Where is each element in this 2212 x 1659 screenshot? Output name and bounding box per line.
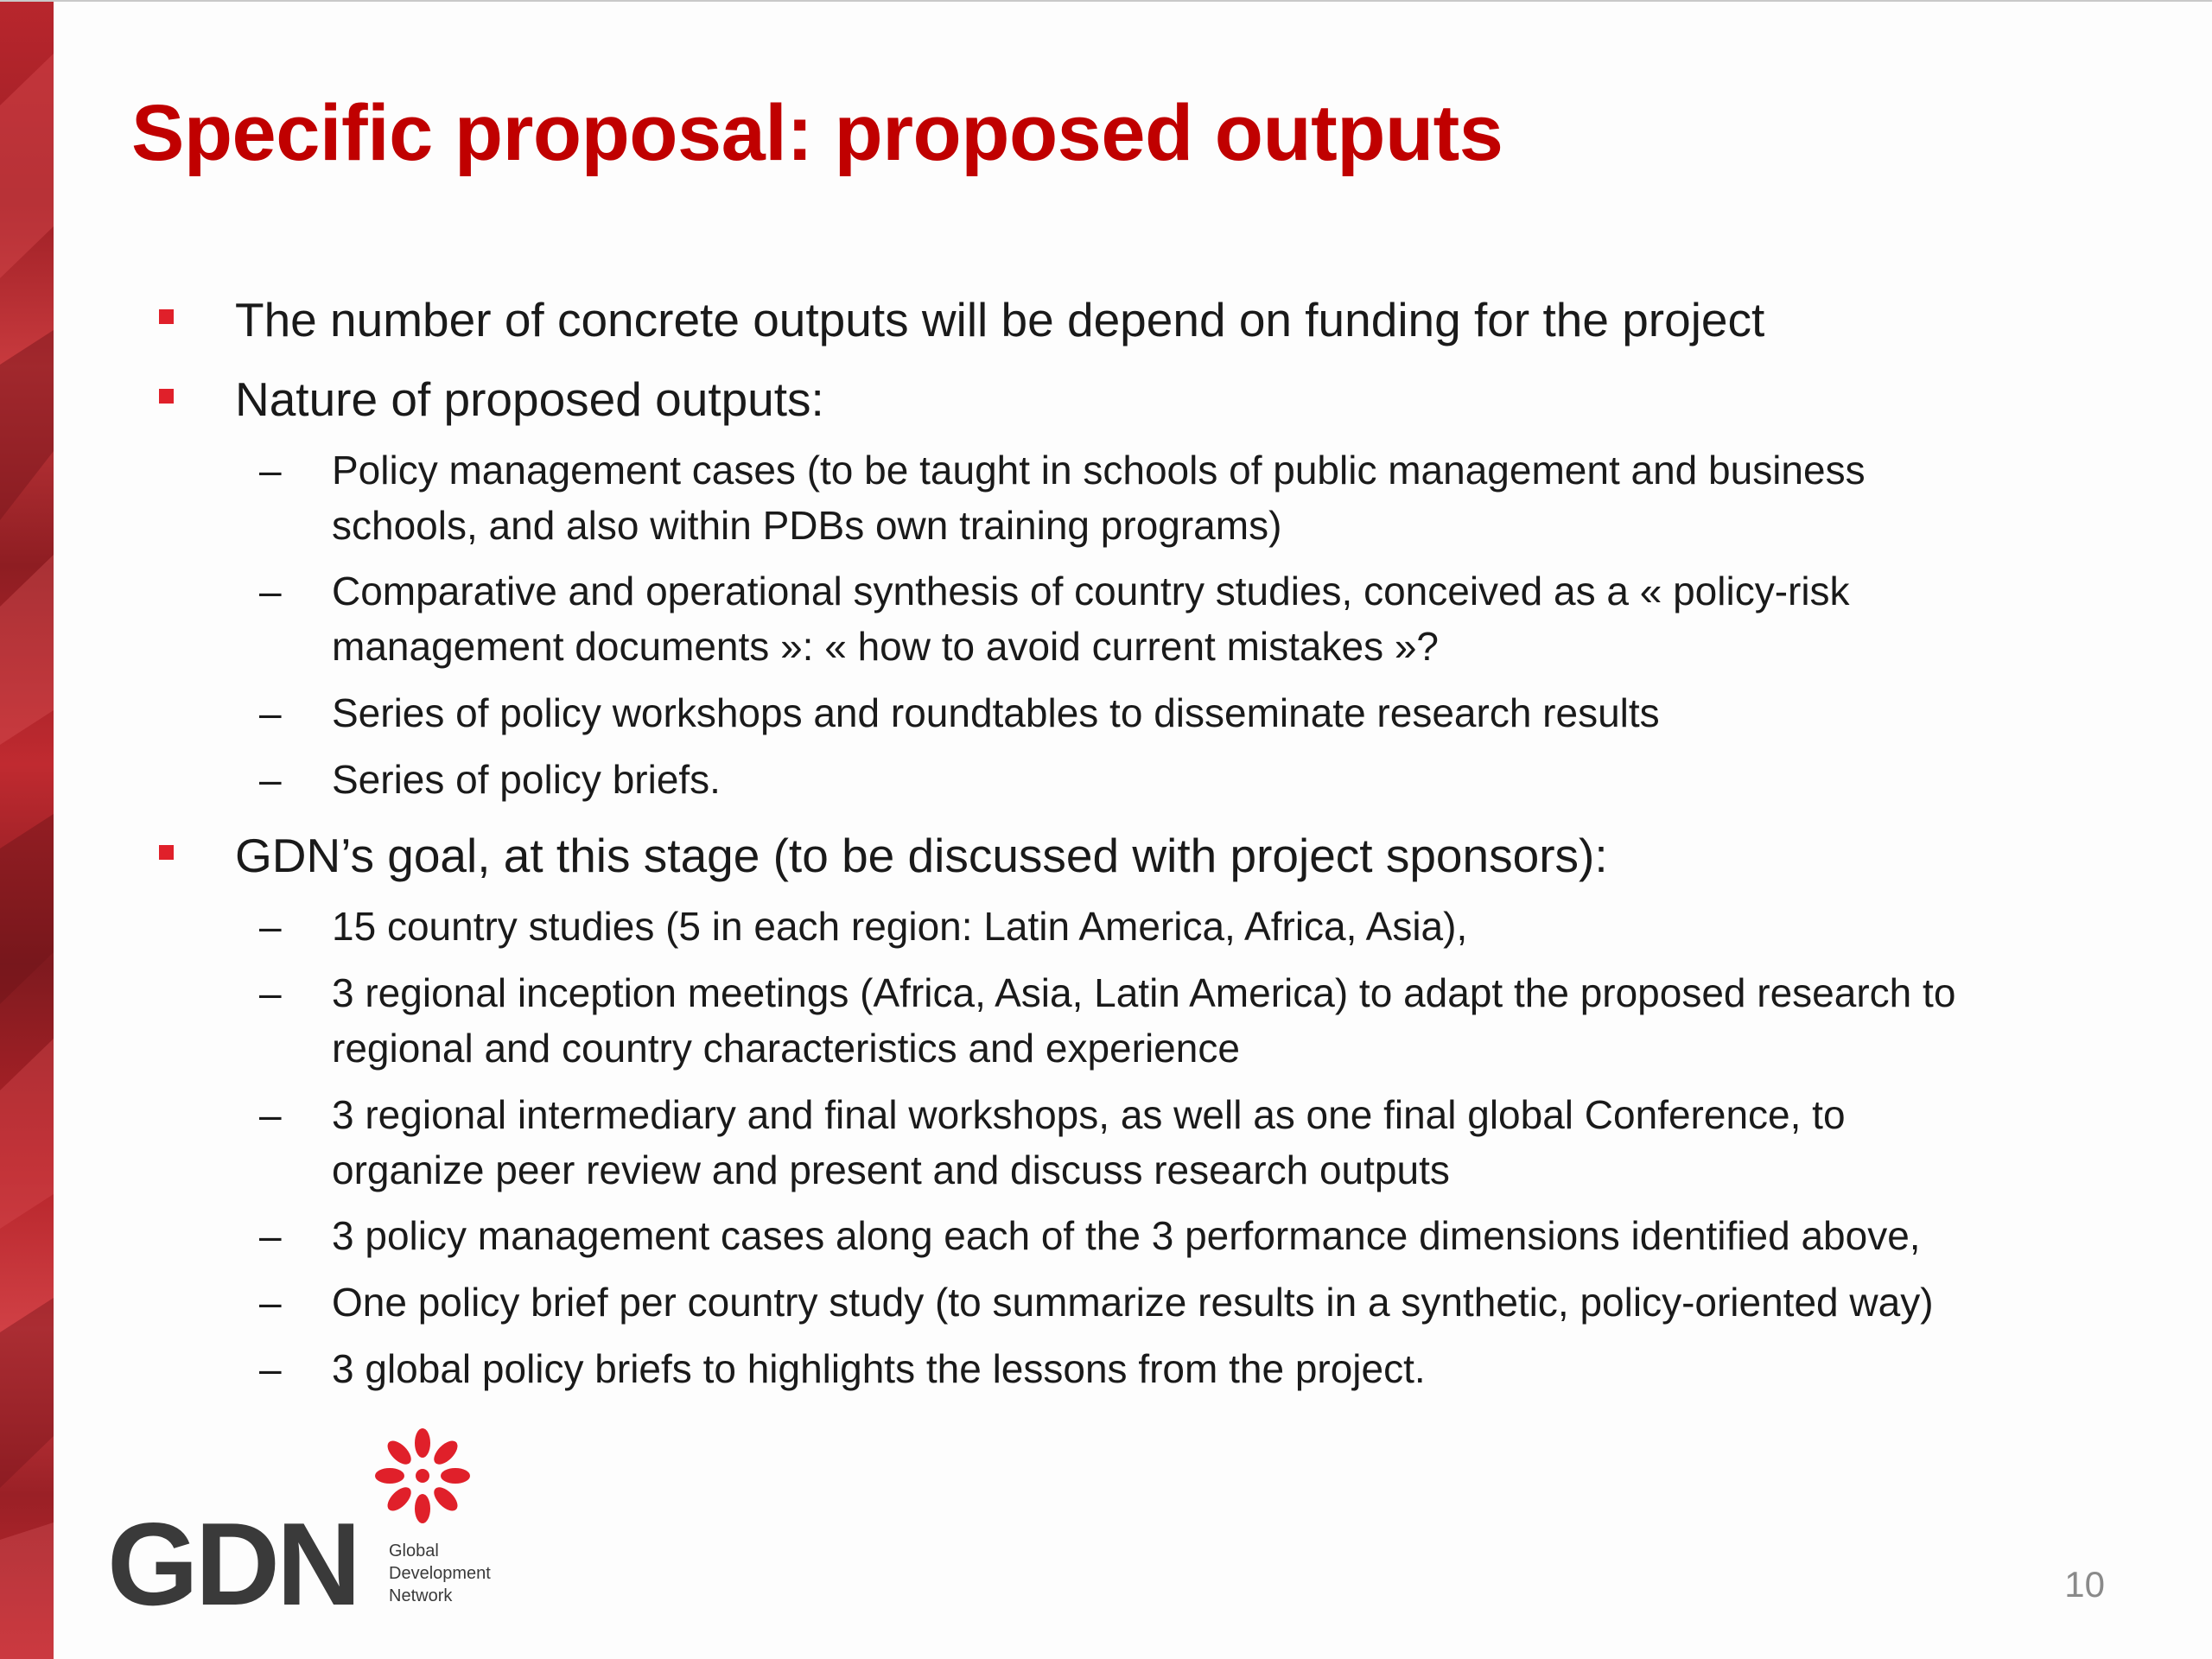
dash-marker: – [259,448,282,493]
gdn-logo [107,1426,522,1630]
sub-item-line: One policy brief per country study (to summarize results in a synthetic, policy-oriented way) [332,1280,1934,1325]
slide-title: Specific proposal: proposed outputs [131,89,1503,177]
sub-item-line: organize peer review and present and discuss research outputs [332,1147,1450,1192]
dash-marker: – [259,757,282,802]
sub-item-line: schools, and also within PDBs own training programs) [332,503,1282,548]
bullet-marker [159,845,174,860]
sub-item-line: 3 regional inception meetings (Africa, Asia, Latin America) to adapt the proposed research to [332,970,1956,1015]
sub-item-line: management documents »: « how to avoid current mistakes »? [332,624,1440,669]
sub-item-line: Comparative and operational synthesis of country studies, conceived as a « policy-risk [332,569,1850,613]
dash-marker: – [259,1213,282,1258]
dash-marker: – [259,970,282,1015]
dash-marker: – [259,1092,282,1137]
sub-item-line: Series of policy briefs. [332,757,721,802]
logo-line-development: Development [389,1564,491,1583]
bullet-marker [159,309,174,324]
sub-item-line: 3 regional intermediary and final workshops, as well as one final global Conference, to [332,1092,1846,1137]
flower-icon [358,1426,487,1529]
bullet-item-3: GDN’s goal, at this stage (to be discussed with project sponsors): [235,829,1608,882]
page-number: 10 [2064,1564,2105,1605]
bullet-marker [159,389,174,404]
logo-wordmark: GDN [107,1498,359,1630]
sub-item-line: 3 policy management cases along each of the 3 performance dimensions identified above, [332,1213,1921,1258]
logo-line-network: Network [389,1586,453,1605]
bullet-item-1: The number of concrete outputs will be depend on funding for the project [235,293,1765,346]
dash-marker: – [259,569,282,613]
logo-line-global: Global [389,1541,439,1560]
sub-item-line: regional and country characteristics and experience [332,1026,1240,1071]
dash-marker: – [259,1280,282,1325]
sub-item-line: 3 global policy briefs to highlights the lessons from the project. [332,1346,1426,1391]
sub-item-line: Series of policy workshops and roundtables to disseminate research results [332,690,1660,735]
sub-item-line: Policy management cases (to be taught in schools of public management and business [332,448,1866,493]
sub-item-line: 15 country studies (5 in each region: Latin America, Africa, Asia), [332,904,1468,949]
bullet-list [0,2,2212,1659]
dash-marker: – [259,904,282,949]
dash-marker: – [259,690,282,735]
dash-marker: – [259,1346,282,1391]
logo-subtitle [389,1540,491,1607]
bullet-item-2: Nature of proposed outputs: [235,372,824,426]
